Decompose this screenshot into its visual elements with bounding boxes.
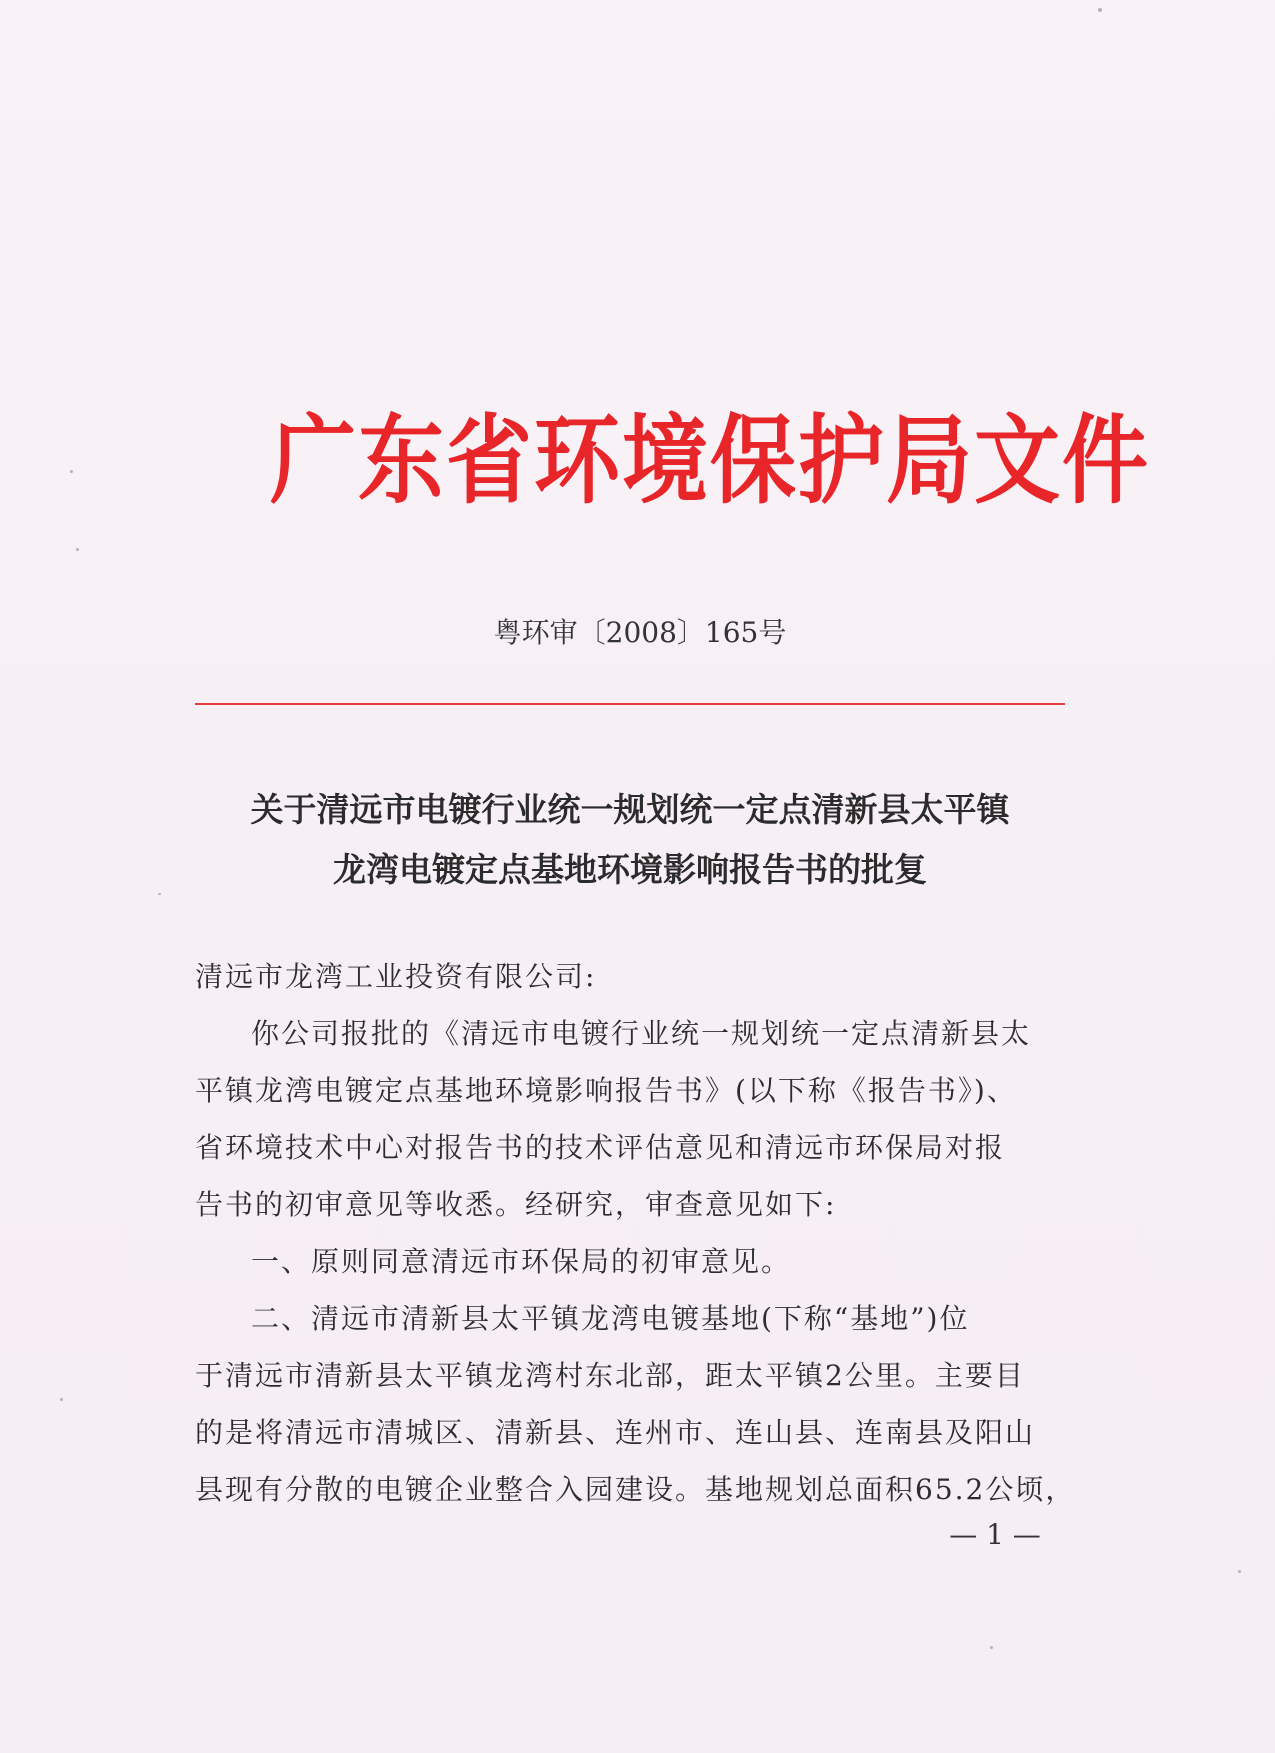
scan-speck [76,548,79,551]
body-line: 你公司报批的《清远市电镀行业统一规划统一定点清新县太 [251,1017,1032,1050]
body-line: 的是将清远市清城区、清新县、连州市、连山县、连南县及阳山 [195,1416,1036,1449]
scan-speck [70,470,73,473]
scan-speck [158,893,161,895]
body-line: 省环境技术中心对报告书的技术评估意见和清远市环保局对报 [195,1131,1006,1164]
body-line: 县现有分散的电镀企业整合入园建设。基地规划总面积65.2公顷， [195,1473,1076,1506]
body-line: 于清远市清新县太平镇龙湾村东北部，距太平镇2公里。主要目 [195,1359,1025,1392]
body-line: 一、原则同意清远市环保局的初审意见。 [251,1245,792,1278]
document-body [195,948,1075,1518]
red-divider-rule [195,703,1065,705]
document-title [195,780,1065,900]
title-line-2: 龙湾电镀定点基地环境影响报告书的批复 [333,850,927,889]
body-line: 告书的初审意见等收悉。经研究，审查意见如下: [195,1188,837,1221]
scan-speck [60,1398,63,1401]
title-line-1: 关于清远市电镀行业统一规划统一定点清新县太平镇 [250,790,1010,829]
scan-speck [1098,8,1102,12]
document-number: 粤环审〔2008〕165号 [493,616,787,649]
issuer-headline: 广东省环境保护局文件 [270,404,1150,518]
scan-speck [1238,1570,1241,1573]
body-line: 二、清远市清新县太平镇龙湾电镀基地(下称“基地”)位 [251,1302,970,1335]
page-number: — 1 — [949,1518,1041,1551]
body-line-addressee: 清远市龙湾工业投资有限公司: [195,960,597,993]
scan-speck [990,1646,993,1649]
body-line: 平镇龙湾电镀定点基地环境影响报告书》(以下称《报告书》)、 [195,1074,1017,1107]
